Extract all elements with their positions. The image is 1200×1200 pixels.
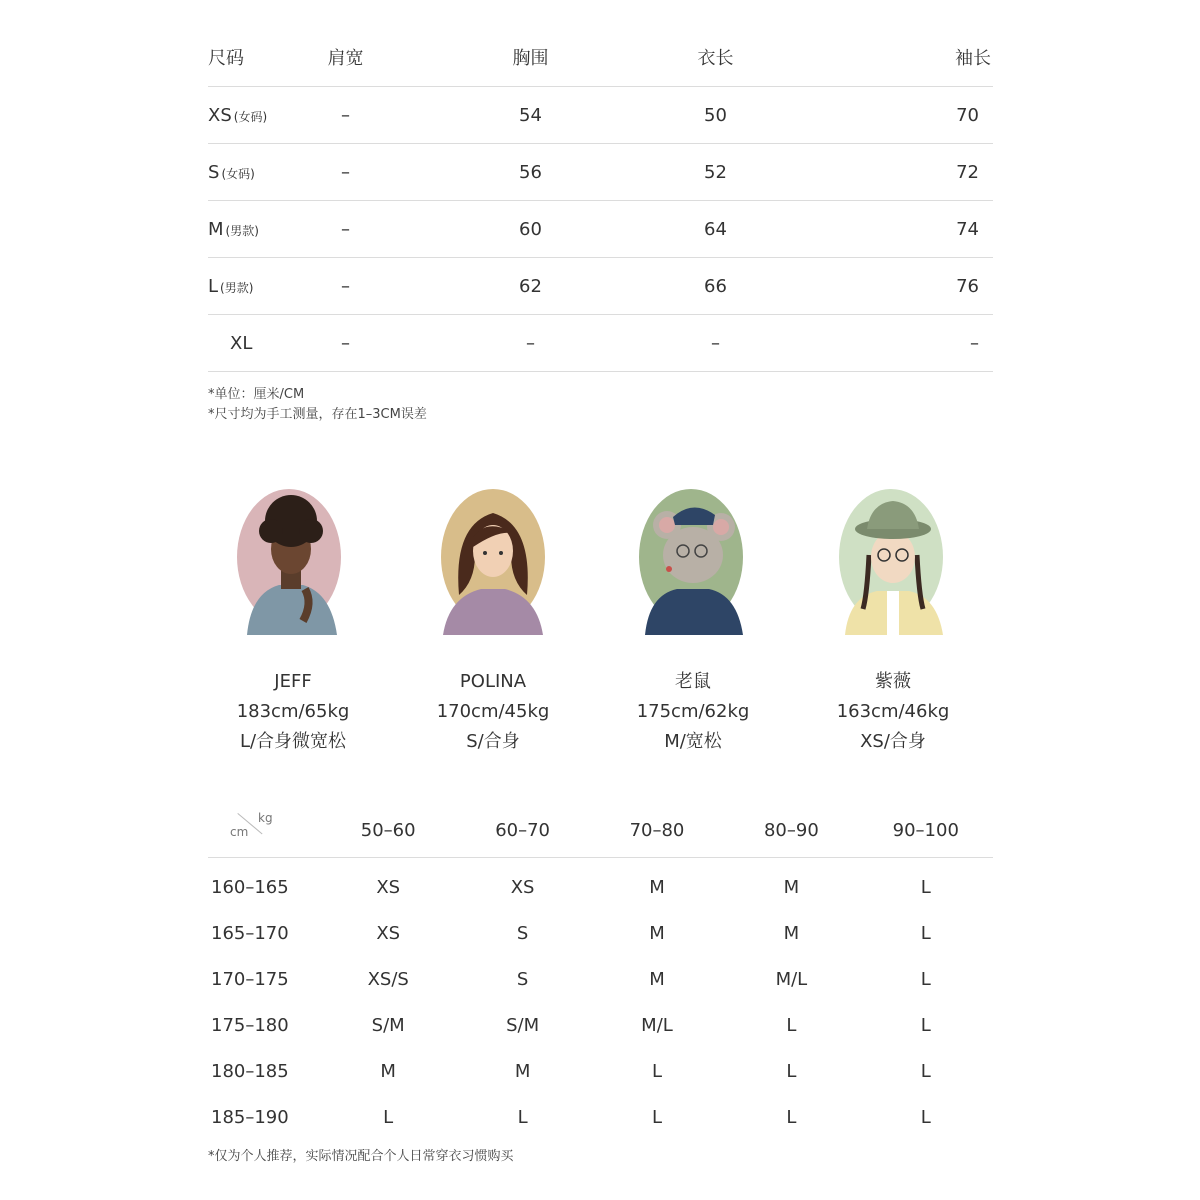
bucket-hat-girl-illustration [833, 485, 953, 635]
model-portrait [633, 485, 753, 635]
recommended-size: M [649, 876, 665, 898]
size-cell [208, 104, 268, 126]
recommended-size: S [516, 922, 529, 944]
model-stats: 183cm/65kg [236, 701, 350, 722]
recommended-size: S [516, 968, 529, 990]
model-stats: 175cm/62kg [636, 701, 750, 722]
size-note: (男款) [220, 280, 254, 295]
sleeve-cell: 72 [956, 161, 979, 183]
recommendation-disclaimer: *仅为个人推荐，实际情况配合个人日常穿衣习惯购买 [208, 1149, 514, 1164]
table-row [208, 956, 993, 1002]
table-row [208, 1002, 993, 1048]
recommended-size: L [651, 1060, 662, 1082]
height-range: 185–190 [211, 1106, 289, 1128]
size-row-s [208, 144, 993, 201]
model-stats: 170cm/45kg [436, 701, 550, 722]
height-range: 160–165 [211, 876, 289, 898]
recommended-size: L [786, 1014, 797, 1036]
model-name: 紫薇 [875, 671, 911, 692]
recommended-size: XS [376, 922, 401, 944]
model-fit: XS/合身 [860, 731, 926, 752]
chest-cell: 62 [519, 275, 542, 297]
model-card-jeff [193, 485, 393, 757]
curly-hair-man-illustration [233, 485, 353, 635]
model-portrait [433, 485, 553, 635]
sleeve-cell: – [970, 332, 979, 354]
recommended-size: L [920, 1060, 931, 1082]
size-cell [208, 276, 253, 297]
recommended-size: XS [376, 876, 401, 898]
height-range: 170–175 [211, 968, 289, 990]
header-size: 尺码 [208, 48, 244, 69]
table-row [208, 910, 993, 956]
table-row [208, 1094, 993, 1140]
recommended-size: M [649, 922, 665, 944]
model-name: 老鼠 [675, 671, 711, 692]
model-name: JEFF [274, 671, 312, 692]
chest-cell: 60 [519, 218, 542, 240]
chest-cell: – [526, 332, 535, 354]
recommended-size: L [651, 1106, 662, 1128]
model-fit: S/合身 [466, 731, 520, 752]
size-note: (男款) [225, 223, 259, 238]
size-notes [208, 385, 427, 425]
shoulder-cell: – [341, 218, 350, 240]
size-chart-header [208, 28, 993, 87]
long-hair-woman-illustration [433, 485, 553, 635]
model-card-mouse [593, 485, 793, 757]
shoulder-cell: – [341, 275, 350, 297]
size-row-l [208, 258, 993, 315]
recommended-size: L [920, 1014, 931, 1036]
header-sleeve: 袖长 [955, 48, 991, 69]
model-fit: L/合身微宽松 [239, 731, 347, 752]
length-cell: 52 [704, 161, 727, 183]
length-cell: 64 [704, 218, 727, 240]
recommended-size: XS/S [367, 968, 409, 990]
size-note: (女码) [233, 109, 268, 124]
recommended-size: L [920, 922, 931, 944]
recommended-size: L [786, 1060, 797, 1082]
size-recommendation-table [208, 803, 993, 1140]
axis-corner-label [208, 803, 321, 857]
recommendation-body [208, 858, 993, 1140]
recommended-size: M [380, 1060, 396, 1082]
sleeve-cell: 74 [956, 218, 979, 240]
height-range: 165–170 [211, 922, 289, 944]
header-chest: 胸围 [512, 48, 549, 69]
mouse-character-illustration [633, 485, 753, 635]
model-name: POLINA [459, 671, 527, 692]
table-row [208, 1048, 993, 1094]
size-chart-table [208, 28, 993, 372]
header-shoulder: 肩宽 [327, 48, 364, 69]
size-row-xl [208, 315, 993, 372]
recommended-size: M [783, 876, 800, 898]
chest-cell: 54 [519, 104, 542, 126]
recommended-size: S/M [371, 1014, 405, 1036]
recommended-size: L [786, 1106, 797, 1128]
recommended-size: L [920, 876, 931, 898]
size-label: L [208, 275, 219, 297]
recommended-size: L [383, 1106, 394, 1128]
recommended-size: M [649, 968, 665, 990]
size-cell [208, 162, 253, 183]
shoulder-cell: – [341, 161, 350, 183]
weight-range-header: 50–60 [360, 819, 416, 841]
size-row-m [208, 201, 993, 258]
model-fit: M/宽松 [664, 731, 722, 752]
recommended-size: M [783, 922, 800, 944]
table-row [208, 864, 993, 910]
size-cell [208, 333, 253, 354]
model-portrait [233, 485, 353, 635]
length-cell: – [711, 332, 720, 354]
size-row-xs [208, 87, 993, 144]
recommended-size: M [514, 1060, 531, 1082]
size-label: XS [208, 104, 232, 126]
size-cell [208, 218, 259, 240]
size-note: (女码) [221, 166, 255, 181]
model-portrait [833, 485, 953, 635]
model-stats: 163cm/46kg [836, 701, 950, 722]
weight-range-header: 90–100 [892, 819, 959, 841]
recommendation-header [208, 803, 993, 858]
size-label: S [208, 161, 220, 183]
recommended-size: M/L [775, 968, 808, 990]
shoulder-cell: – [341, 104, 350, 126]
sleeve-cell: 76 [956, 275, 979, 297]
size-label: XL [230, 332, 253, 354]
model-gallery [193, 485, 993, 765]
recommended-size: L [517, 1106, 528, 1128]
length-cell: 50 [704, 104, 727, 126]
chest-cell: 56 [519, 161, 542, 183]
unit-note: *单位：厘米/CM [208, 387, 305, 402]
height-range: 180–185 [211, 1060, 289, 1082]
height-range: 175–180 [211, 1014, 289, 1036]
model-card-polina [393, 485, 593, 757]
recommended-size: XS [510, 876, 535, 898]
recommended-size: M/L [641, 1014, 673, 1036]
weight-range-header: 60–70 [495, 819, 550, 841]
tolerance-note: *尺寸均为手工测量，存在1–3CM误差 [208, 407, 427, 422]
shoulder-cell: – [341, 332, 350, 354]
weight-range-header: 80–90 [763, 819, 819, 841]
recommended-size: L [920, 968, 931, 990]
header-length: 衣长 [697, 48, 734, 69]
recommended-size: S/M [506, 1014, 540, 1036]
recommended-size: L [920, 1106, 931, 1128]
weight-range-header: 70–80 [629, 819, 685, 841]
weight-unit-label: kg [258, 811, 273, 825]
height-unit-label: cm [230, 825, 249, 839]
model-card-ziwei [793, 485, 993, 757]
length-cell: 66 [704, 275, 727, 297]
sleeve-cell: 70 [956, 104, 979, 126]
size-label: M [208, 218, 224, 240]
